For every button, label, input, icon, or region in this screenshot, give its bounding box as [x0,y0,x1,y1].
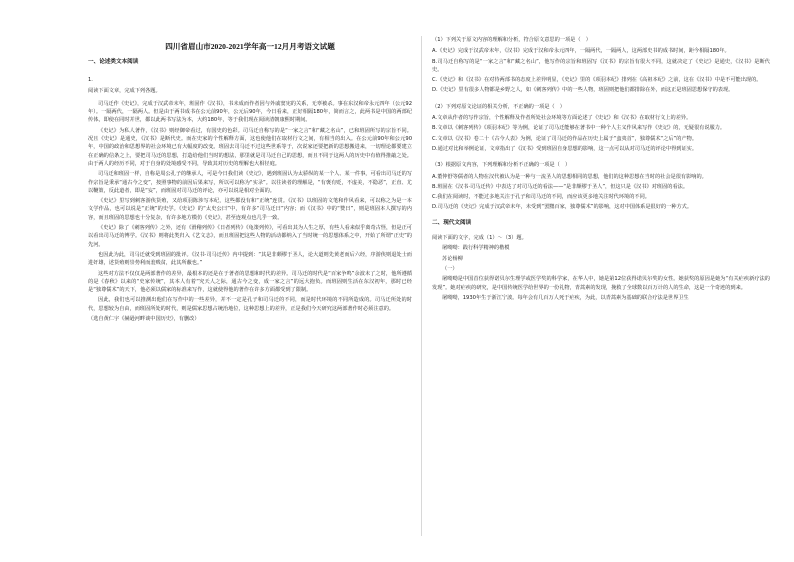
passage-paragraph: 也因此为此，司马迁就受到班固的批评。《汉书·司马迁传》内中提到：“其是非颇缪于圣人，论大道则先黄老而后六经，序游侠则退处士而进奸雄，述货殖则崇势利而羞贱贫，此其所蔽也。” [88,251,412,267]
article-part-marker: （一） [442,265,458,272]
question-2-option-c: C.文章以《汉书》卷二十《古今人表》为例，论证了司马迁的作品在历史上属于“蛮夷首”，独尊儒术“之后”的产物。 [432,135,698,142]
article-paragraph: 屠呦呦是中国首位获得诺贝尔生理学或医学奖的科学家，在华人中，她是第12位获得诺贝尔奖的女性。她获奖的原因是她为“有关疟疾新疗法的发现”。她对疟疾的研究，是中国传统医学给世界的一份礼物，青蒿素的发现，挽救了全球数以百万计的人的生命，这是一个奇迹的到来。 [432,276,770,291]
article-author: 苏论杨柳 [442,255,463,262]
question-number: 1. [88,77,93,84]
passage-source: （选自黄仁宇《赫逊河畔谈中国历史》，有删改） [88,316,200,323]
reading-instruction-2: 阅读下面的文字，完成（1）～（3）题。 [432,235,527,242]
question-1-option-c: C.《史记》和《汉书》在对待两部书的态度上差异明显，《史记》里的《项羽本纪》排列在《高祖本纪》之前，这在《汉书》中是不可能出现的。 [432,77,762,84]
question-2-option-a: A.文章从作者的写作宗旨，个性解释及作者所处社会环境等方面论述了《史记》和《汉书》在取材行文上的差异。 [432,115,692,122]
article-title: 屠呦呦：践行科学精神的楷模 [442,245,510,252]
question-3-option-c: C.我们在阅读时，不能过多地关注于孔子和司马迁的不同，而应该更多地关注时代环境的不同。 [432,194,650,201]
question-1-option-b: B.司马迁自称写的是“一家之言”和“藏之名山”，他写作的宗旨和班固写《汉书》的宗旨有很大不同，这就决定了《史记》是通史，《汉书》是断代史。 [432,58,770,73]
section-heading-1: 一、论述类文本阅读 [88,59,139,65]
passage-paragraph: 因此，我们也可以推测出他们在写作中的一些差异，并不一定是孔子和司马迁的不同，而是时代环境的不同所造成的。司马迁所处的时代，思想较为自由，而班固所处的时代，则是儒家思想占统治地位，这种思想上的差异，正是我们今天研究这两部著作时必须注意的。 [88,297,412,312]
question-3-option-d: D.司马迁的《史记》完成于汉武帝末年，未受到“罢黜百家，独尊儒术”的影响，这对中国体系是很好的一种方式。 [432,204,693,211]
question-2-stem: （2）下列对原文论证的相关分析，不正确的一项是（ ） [432,103,565,110]
left-column [88,36,412,325]
question-3-option-b: B.班固在《汉书·司马迁传》中表达了对司马迁的看法——“是非颇缪于圣人”，但这只是《汉书》对班固的看法。 [432,183,689,190]
question-1-option-d: D.《史记》里有很多人物都是乡野之人，如《刺客列传》中的一些人物，班固则把他们都排除在外，而这正是班固思想保守的表现。 [432,87,734,94]
reading-instruction: 阅读下面文章，完成下列各题。 [88,87,161,94]
column-divider [421,36,422,536]
passage-paragraph: 司马迁作《史记》，完成于汉武帝末年，班固作《汉书》，书未成而作者因与外戚窦宪的关系，无辜被杀。事在东汉和帝永元四年（公元92年）。一隔两代，一隔两人。但是由于两书成书在公元前90年，公元后90年，今日看来，正好相隔180年，简而言之，此两书是中国的两部纪传体，即使在同时并世，都以此两书写法为本，大约180年，等于我们现在阅读清朝康熙时期间。 [88,100,412,124]
document-title: 四川省眉山市2020-2021学年高一12月月考语文试题 [165,42,335,51]
passage-paragraph: 《史记》里写到刺客游侠货殖，又给项羽陈涉写本纪，这些都没有和“正统”连贯。《汉书》以班固的文笔和作风看来，可以称之为是一本文学作品，也可以说是“正统”的史学。《史记》的“太史公曰”中，有许多“司马迁曰”内容；而《汉书》中的“赞曰”，则是班固本人撰写的内容，而且班固的思想也十分复杂，有许多地方模仿《史记》，甚至连观点也几乎一致。 [88,198,412,221]
article-paragraph: 屠呦呦，1930年生于浙江宁波。每年会有几百万人死于疟疾，为此，以青蒿素为基础的联合疗法是世界卫生 [442,294,689,301]
question-1-option-a: A.《史记》完成于汉武帝末年，《汉书》完成于汉和帝永元四年，一隔两代，一隔两人，这两部史书的成书时间，距今相隔180年。 [432,48,730,55]
question-2-option-b: B.文章以《刺客列传》《项羽本纪》等为例，论证了司马迁能够在著书中一种个人主义作风来写作《史记》的，无疑很有说服力。 [432,125,726,132]
question-3-option-a: A.董仲舒等儒者的人物在汉代被认为是一种与一流圣人的思想相同的思想，他们的这种思想在当时的社会是很有影响的。 [432,173,707,180]
question-3-stem: （3）根据原文内容，下列理解和分析不正确的一项是（ ） [432,162,571,169]
passage-paragraph: 这些对方法不仅仅是两部著作的差异，最根本的还是在于著者的思想和时代的差异。司马迁的时代是“百家争鸣”余波未了之时，他所遵循的是《春秋》以来的“史家传统”，其本人有着“究天人之际，通古今之变，成一家之言”的远大抱负。而班固则生活在东汉初年，那时已经是“独尊儒术”的天下，他必须以儒家的标准来写作，这就使得他的著作在许多方面都受到了限制。 [88,270,412,294]
passage-paragraph: 司马迁和班固一样，自称是周公孔子的继承人，可是今日我们读《史记》，遇到班固认为太骄纵的某一个人、某一件事，可看出司马迁的写作宗旨是秉承“通古今之变”，按照事物的前因后果来写，所以可以称为“实录”。以往读者的理解是，“有褒有贬，不虚美，不隐恶”，正直、尤以鞭策，反此道者，即是“妄”，而班固对司马迁的评论，亦可以说是相对全面的。 [88,171,412,194]
passage-paragraph: 《史记》为私人著作，《汉书》则经御帝看过，有国史的色彩。司马迁自称写的是“一家之言”和“藏之名山”，已和班固所写的宗旨不同。况且《史记》是通史，《汉书》是断代史。而在史家的个性解释方面，这也使他们在取材行文之间，有相当的出入。在公元前90年和公元90年，中国的政治和思想界的社会环境已有大幅度的改变。班固去司马迁不过这些世系等于，次说家还要把新的思想搬进来，一切理论都要建立在正确的信条之上，要把司马迁的思想，打造给他们当时的想法，那里就是司马迁自己的思想，而且不同于这两人的历史中有值得推敲之处。由于两人的经历不同，对于自身的处境感受不同，导致其对历史的理解也大相径庭。 [88,127,412,167]
right-column [432,36,770,304]
question-1-stem: （1）下列关于原文内容的理解和分析，符合原文意思的一项是（ ） [432,37,591,43]
section-heading-2: 二、现代文阅读 [432,219,472,226]
question-2-option-d: D.通过对比和举例论证，文章指出了《汉书》受到班固自身思想的影响，这一点可以从对司马迁的评论中得到证实。 [432,145,698,152]
passage-paragraph: 《史记》除了《刺客列传》之外，还有《滑稽列传》《日者列传》《龟策列传》，可看出其为人生之厚，有些人看来似乎离奇古怪，但是正可以看出司马迁的博学。《汉书》则将此类归入《艺文志》，而且班固把这些人物的活动都纳入了当时统一的思想体系之中，开始了所谓“正史”的先河。 [88,225,412,248]
